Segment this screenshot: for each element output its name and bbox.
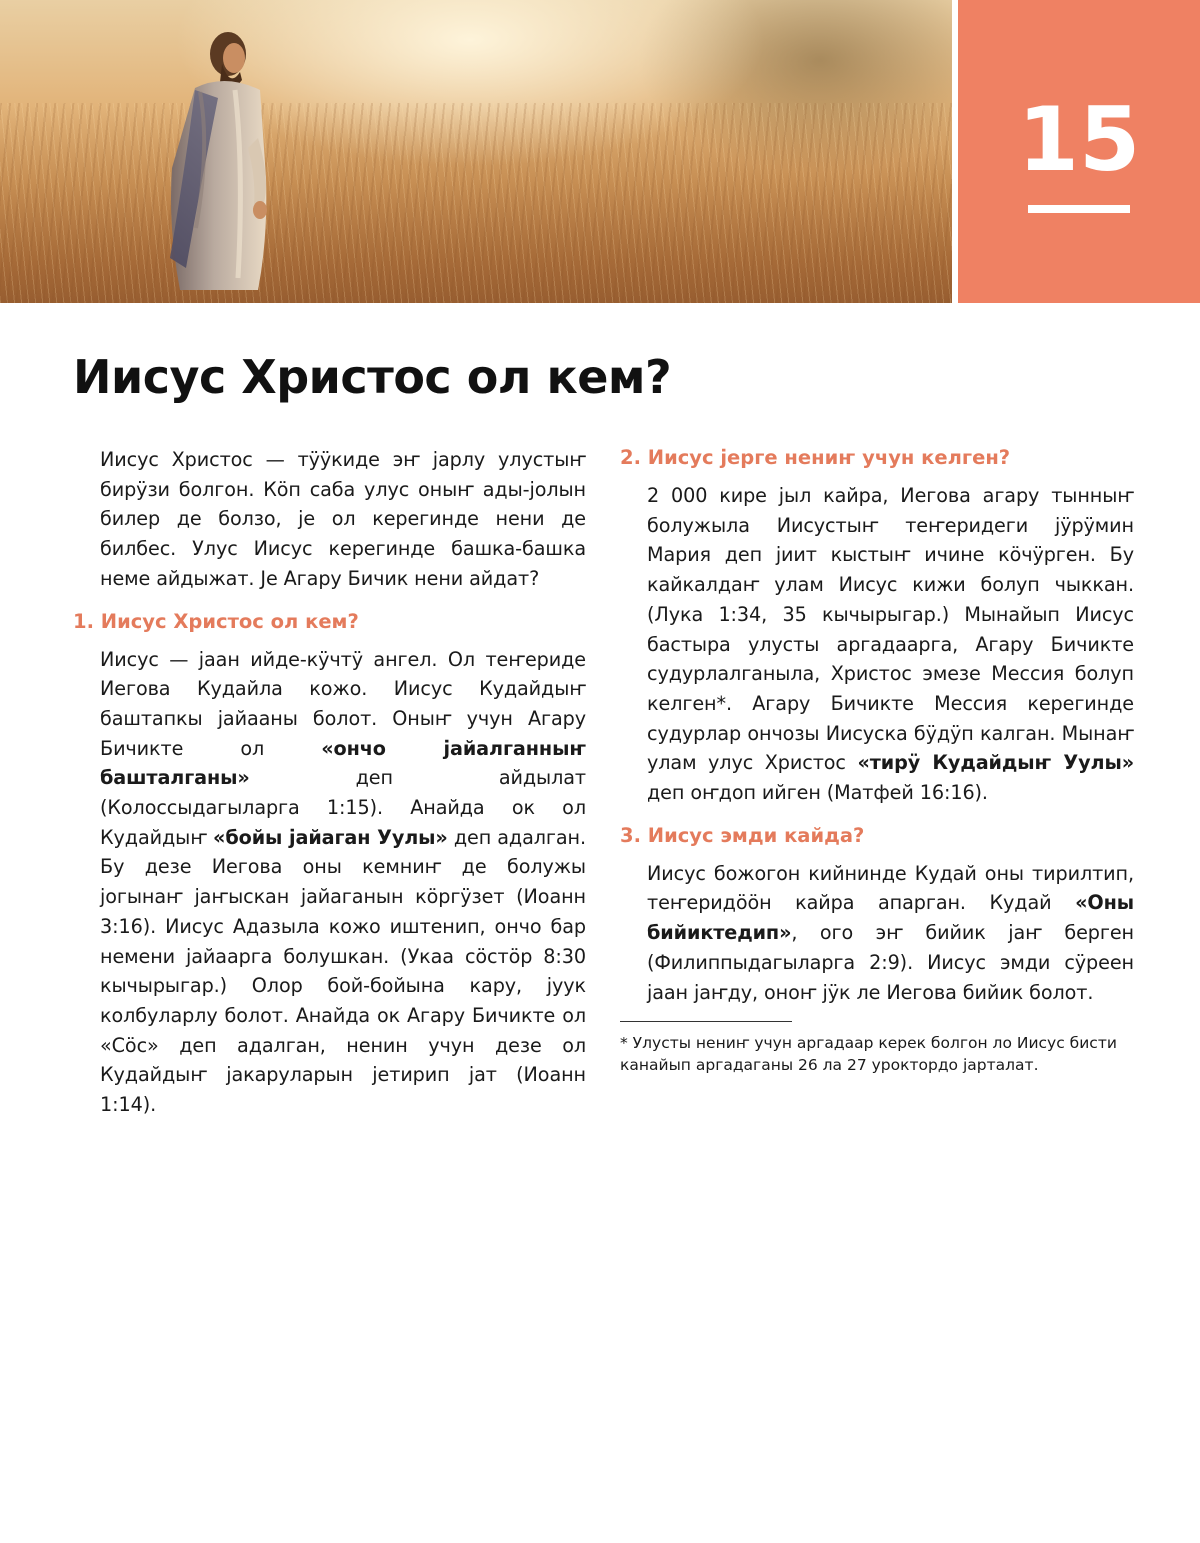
footnote: * Улусты нениҥ учун аргадаар керек болгон ло Иисус бисти канайып аргадаганы 26 ла 27 уроктордо јарталат. [620, 1034, 1117, 1075]
bold-text-run: «тирӱ Кудайдыҥ Уулы» [857, 751, 1134, 775]
page-title: Иисус Христос ол кем? [73, 350, 672, 404]
text-run: 2 000 кире јыл кайра, Иегова агару тынныҥ болужыла Иисустыҥ теҥеридеги јӱрӱмин Мария деп јиит кыстыҥ ичине кӧчӱрген. Бу кайкалдаҥ улам Иисус кижи болуп чыккан. (Лука 1:34, 35 кычырыгар.) Мынайып Иисус бастыра улусты аргадаарга, Агару Бичикте судурлалганыла, Христос эмезе Мессия болуп келген*. Агару Бичикте Мессия керегинде судурлар ончозы Иисуска бӱдӱп калган. Мынаҥ улам улус Христос [647, 484, 1134, 775]
question-heading-1: 1. Иисус Христос ол кем? [73, 609, 359, 633]
lesson-number-underline [1028, 205, 1130, 213]
text-run: деп адалган. Бу дезе Иегова оны кемниҥ де болужы јогынаҥ јаҥыскан јайаганын кӧргӱзет (Иоанн 3:16). Иисус Адазыла кожо иштенип, ончо бар немени јайаарга болушкан. (Укаа сӧстӧр 8:30 кычырыгар.) Олор бой-бойына кару, јуук колбуларлу болот. Анайда ок Агару Бичикте ол «Сӧс» деп адалган, ненин учун дезе ол Кудайдыҥ јакаруларын јетирип јат (Иоанн 1:14). [100, 825, 586, 1117]
lesson-number-badge [958, 0, 1200, 303]
answer-paragraph-2 [620, 481, 1134, 808]
question-heading-2: 2. Иисус јерге нениҥ учун келген? [620, 446, 1011, 469]
intro-text: Иисус Христос — тӱӱкиде эҥ јарлу улустыҥ бирӱзи болгон. Кӧп саба улус оныҥ ады-јолын билер де болзо, је ол керегинде нени де билбес. Улус Иисус керегинде башка-башка неме айдыжат. Је Агару Бичик нени айдат? [100, 448, 586, 590]
text-run: деп айдылат (Колоссыдагыларга 1:15). Анайда ок ол Кудайдыҥ [100, 766, 586, 849]
bold-text-run: «бойы јайаган Уулы» [213, 825, 448, 849]
question-heading-3: 3. Иисус эмди кайда? [620, 823, 865, 847]
intro-paragraph [73, 445, 586, 594]
text-run: Иисус божогон кийнинде Кудай оны тирилтип, теҥеридӧӧн кайра апарган. Кудай [647, 861, 1134, 915]
left-column [73, 445, 586, 1120]
bold-text-run: «ончо јайалганныҥ башталганы» [100, 736, 586, 790]
lesson-number: 15 [1017, 88, 1141, 191]
hero-image [0, 0, 952, 303]
text-run: , ого эҥ бийик јаҥ берген (Филиппыдагыларга 2:9). Иисус эмди сӱреен јаан јаҥду, оноҥ јӱк ле Иегова бийик болот. [647, 921, 1134, 1004]
jesus-walking-figure [140, 28, 290, 303]
answer-paragraph-3 [620, 859, 1134, 1008]
text-run: Иисус — јаан ийде-кӱчтӱ ангел. Ол теҥериде Иегова Кудайла кожо. Иисус Кудайдыҥ баштапкы јайааны болот. Оныҥ учун Агару Бичикте ол [100, 647, 586, 760]
answer-paragraph-1 [73, 645, 586, 1120]
right-column [620, 445, 1134, 1076]
footnote-divider [620, 1021, 792, 1022]
text-run: деп оҥдоп ийген (Матфей 16:16). [647, 781, 988, 805]
bold-text-run: «Оны бийиктедип» [647, 891, 1134, 945]
